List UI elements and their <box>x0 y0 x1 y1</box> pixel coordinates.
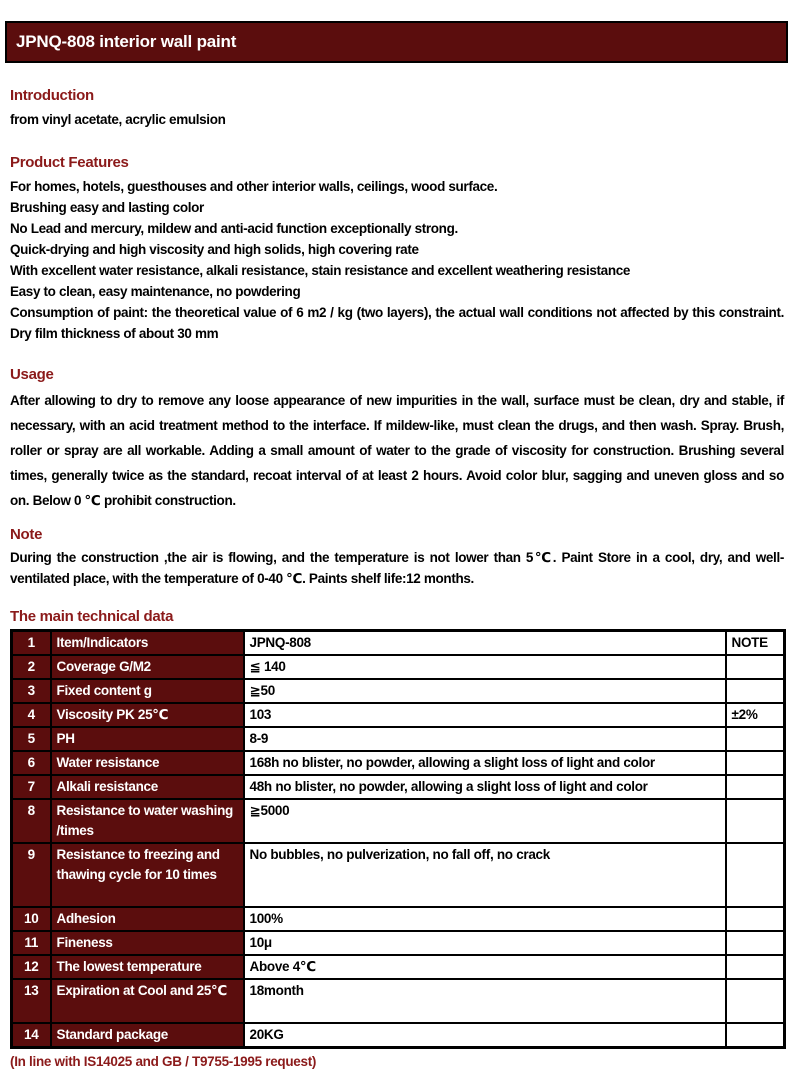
value-cell: JPNQ-808 <box>244 631 726 656</box>
content <box>0 88 793 1072</box>
note-paragraph: During the construction ,the air is flowing, and the temperature is not lower than 5℃. Paint Store in a cool, dry, and well-ventilated place, with the temperature of 0-40 ℃. Paints shelf life:12 months. <box>10 550 784 586</box>
table-row <box>12 727 785 751</box>
feature-line: Brushing easy and lasting color <box>10 200 204 215</box>
item-cell: Resistance to freezing and thawing cycle for 10 times <box>51 843 244 907</box>
row-number-cell: 4 <box>12 703 51 727</box>
row-number-cell: 10 <box>12 907 51 931</box>
table-row <box>12 703 785 727</box>
table-row <box>12 843 785 907</box>
section-heading-usage: Usage <box>10 366 54 383</box>
row-number-cell: 7 <box>12 775 51 799</box>
product-features-list <box>10 176 784 344</box>
note-cell <box>726 979 785 1023</box>
row-number-cell: 14 <box>12 1023 51 1048</box>
note-cell <box>726 843 785 907</box>
page-title: JPNQ-808 interior wall paint <box>16 32 237 51</box>
item-cell: The lowest temperature <box>51 955 244 979</box>
row-number-cell: 13 <box>12 979 51 1023</box>
value-cell: 100% <box>244 907 726 931</box>
item-cell: Standard package <box>51 1023 244 1048</box>
note-cell <box>726 907 785 931</box>
value-cell: No bubbles, no pulverization, no fall off, no crack <box>244 843 726 907</box>
usage-paragraph: After allowing to dry to remove any loose appearance of new impurities in the wall, surface must be clean, dry and stable, if necessary, with an acid treatment method to the interface. If mildew-like, must clean the drugs, and then wash. Spray. Brush, roller or spray are all workable. Adding a small amount of water to the grade of viscosity for construction. Brushing several times, generally twice as the standard, recoat interval of at least 2 hours. Avoid color blur, sagging and uneven gloss and so on. Below 0 ℃ prohibit construction. <box>10 393 784 508</box>
value-cell: 8-9 <box>244 727 726 751</box>
table-row <box>12 799 785 843</box>
value-cell: 18month <box>244 979 726 1023</box>
table-row <box>12 907 785 931</box>
technical-data-table <box>10 629 786 1049</box>
table-row <box>12 1023 785 1048</box>
item-cell: Viscosity PK 25℃ <box>51 703 244 727</box>
section-heading-note: Note <box>10 526 43 543</box>
value-cell: Above 4℃ <box>244 955 726 979</box>
item-cell: Item/Indicators <box>51 631 244 656</box>
row-number-cell: 3 <box>12 679 51 703</box>
item-cell: Alkali resistance <box>51 775 244 799</box>
note-cell <box>726 931 785 955</box>
note-cell: ±2% <box>726 703 785 727</box>
table-row <box>12 751 785 775</box>
note-cell <box>726 955 785 979</box>
feature-line: Quick-drying and high viscosity and high solids, high covering rate <box>10 242 419 257</box>
value-cell: ≧5000 <box>244 799 726 843</box>
note-cell <box>726 727 785 751</box>
note-cell <box>726 799 785 843</box>
feature-line: Consumption of paint: the theoretical value of 6 m2 / kg (two layers), the actual wall conditions not affected by this constraint. Dry film thickness of about 30 mm <box>10 305 784 341</box>
page <box>0 21 793 1072</box>
item-cell: Fixed content g <box>51 679 244 703</box>
row-number-cell: 1 <box>12 631 51 656</box>
item-cell: Fineness <box>51 931 244 955</box>
note-cell <box>726 1023 785 1048</box>
table-row <box>12 679 785 703</box>
item-cell: Resistance to water washing /times <box>51 799 244 843</box>
item-cell: Coverage G/M2 <box>51 655 244 679</box>
item-cell: Adhesion <box>51 907 244 931</box>
table-row <box>12 631 785 656</box>
note-cell <box>726 751 785 775</box>
value-cell: ≧50 <box>244 679 726 703</box>
value-cell: 20KG <box>244 1023 726 1048</box>
note-cell <box>726 775 785 799</box>
item-cell: Expiration at Cool and 25℃ <box>51 979 244 1023</box>
header-bar <box>5 21 788 63</box>
feature-line: With excellent water resistance, alkali resistance, stain resistance and excellent weathering resistance <box>10 263 631 278</box>
item-cell: PH <box>51 727 244 751</box>
table-row <box>12 655 785 679</box>
value-cell: 103 <box>244 703 726 727</box>
note-cell <box>726 679 785 703</box>
row-number-cell: 11 <box>12 931 51 955</box>
row-number-cell: 2 <box>12 655 51 679</box>
row-number-cell: 6 <box>12 751 51 775</box>
value-cell: ≦ 140 <box>244 655 726 679</box>
introduction-body: from vinyl acetate, acrylic emulsion <box>10 112 226 127</box>
note-cell <box>726 655 785 679</box>
table-row <box>12 775 785 799</box>
feature-line: For homes, hotels, guesthouses and other interior walls, ceilings, wood surface. <box>10 179 498 194</box>
section-heading-technical-data: The main technical data <box>10 608 174 625</box>
section-heading-product-features: Product Features <box>10 154 129 171</box>
value-cell: 168h no blister, no powder, allowing a slight loss of light and color <box>244 751 726 775</box>
feature-line: Easy to clean, easy maintenance, no powdering <box>10 284 301 299</box>
item-cell: Water resistance <box>51 751 244 775</box>
row-number-cell: 8 <box>12 799 51 843</box>
table-row <box>12 931 785 955</box>
value-cell: 10μ <box>244 931 726 955</box>
table-row <box>12 979 785 1023</box>
row-number-cell: 5 <box>12 727 51 751</box>
value-cell: 48h no blister, no powder, allowing a slight loss of light and color <box>244 775 726 799</box>
section-heading-introduction: Introduction <box>10 87 94 104</box>
row-number-cell: 9 <box>12 843 51 907</box>
note-cell: NOTE <box>726 631 785 656</box>
footer-note: (In line with IS14025 and GB / T9755-1995 request) <box>10 1054 317 1069</box>
feature-line: No Lead and mercury, mildew and anti-acid function exceptionally strong. <box>10 221 458 236</box>
table-row <box>12 955 785 979</box>
row-number-cell: 12 <box>12 955 51 979</box>
